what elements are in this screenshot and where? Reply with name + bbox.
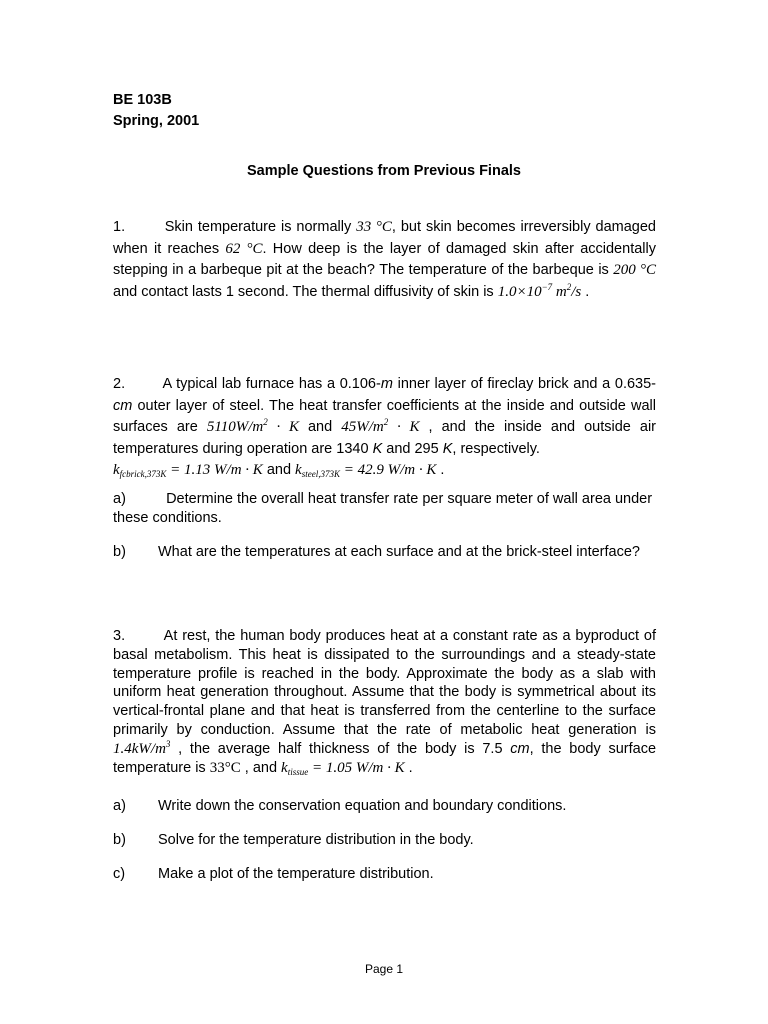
page-title: Sample Questions from Previous Finals: [247, 163, 521, 179]
q3-generation-rate: $1.4kW/m^3$: [113, 738, 171, 757]
q2-inside-coefficient: $5110W/m^2 \cdot K$: [206, 417, 299, 435]
q3-part-c: c) Make a plot of the temperature distribution.: [113, 866, 434, 882]
q2-number: 2.: [113, 376, 126, 392]
course-code: BE 103B: [113, 92, 172, 108]
page-number: Page 1: [364, 962, 404, 976]
q2-brick-conductivity: $k_{fcbrick,373K} = 1.13$ W/m · K: [113, 462, 263, 479]
question-1: 1. Skin temperature is normally 33 °C, but skin becomes irreversibly damaged when it reaches 62 °C. How deep is the layer of damaged skin after accidentally stepping in a barbeque pit at the beach? The temperature of the barbeque is 200 °C and contact lasts 1 second. The thermal diffusivity of skin is $1.0\times 10^{-7}$ $m^2/s$ .: [113, 219, 656, 300]
q3-part-a: a) Write down the conservation equation and boundary conditions.: [113, 798, 567, 814]
question-2: 2. A typical lab furnace has a 0.106-m inner layer of fireclay brick and a 0.635-cm outer layer of steel. The heat transfer coefficients at the inside and outside wall surfaces are $5110W/m^2 \cdot K$ and $45W/m^2 \cdot K$ , and the inside and outside air temperatures during operation are 1340 K and 295 K, respectively. $k_{fcbrick,373K} = 1.13$ W/m · K and $k_{steel,373K} = 42.9$ W/m · K .: [113, 376, 657, 479]
q2-part-b: b) What are the temperatures at each surface and at the brick-steel interface?: [113, 544, 640, 560]
q3-surface-temp: 33°C: [209, 759, 241, 776]
q1-diffusivity: $1.0\times 10^{-7}$ $m^2/s$: [497, 281, 582, 300]
q2-outside-coefficient: $45W/m^2 \cdot K$: [341, 417, 420, 435]
course-term: Spring, 2001: [113, 113, 200, 129]
q1-barbeque-temp: 200 °C: [613, 262, 656, 278]
q1-normal-temp: 33 °C: [356, 219, 392, 235]
q1-damage-temp: 62 °C: [225, 240, 263, 257]
q3-tissue-conductivity: $k_{tissue} = 1.05$ W/m · K: [281, 759, 405, 777]
course-header: [113, 90, 656, 132]
question-3: 3. At rest, the human body produces heat at a constant rate as a byproduct of basal metabolism. This heat is dissipated to the surroundings and a steady-state temperature profile is reached in the body. Approximate the body as a slab with uniform heat generation throughout. Assume that the body is symmetrical about its vertical-frontal plane and that heat is transferred from the centerline to the surface primarily by conduction. Assume that the rate of metabolic heat generation is $1.4kW/m^3$ , the average half thickness of the body is 7.5 cm, the body surface temperature is 33°C , and $k_{tissue} = 1.05$ W/m · K .: [113, 628, 657, 777]
q2-steel-conductivity: $k_{steel,373K} = 42.9$ W/m · K: [295, 462, 437, 479]
q3-part-b: b) Solve for the temperature distribution in the body.: [113, 832, 474, 848]
q1-number: 1.: [113, 219, 126, 235]
q2-part-a: a) Determine the overall heat transfer rate per square meter of wall area under these conditions.: [113, 491, 653, 526]
q3-number: 3.: [113, 628, 126, 644]
